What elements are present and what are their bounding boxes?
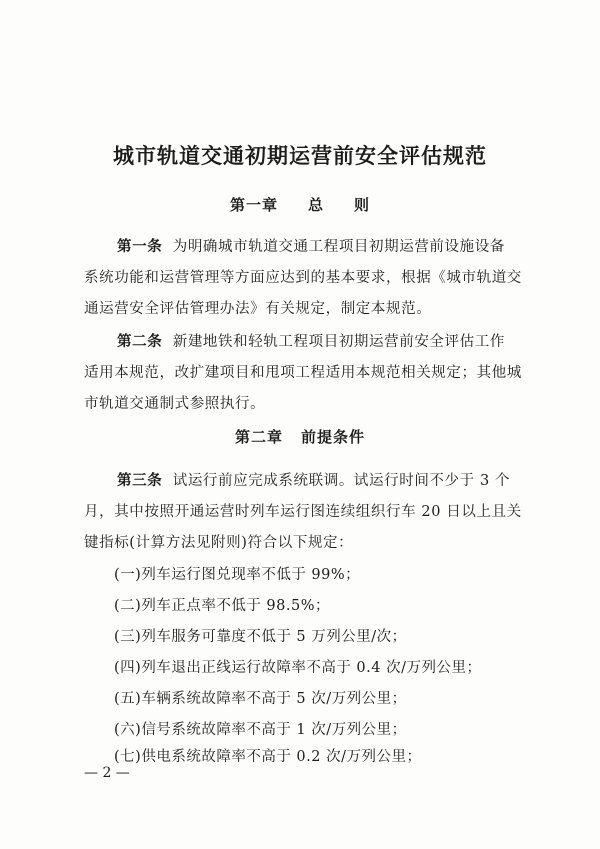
article-3-label: 第三条 bbox=[117, 472, 163, 489]
article-3-line-3: 键指标(计算方法见附则)符合以下规定： bbox=[84, 535, 354, 551]
article-3-item-2: (二)列车正点率不低于 98.5%； bbox=[114, 598, 330, 614]
article-3-item-4: (四)列车退出正线运行故障率不高于 0.4 次/万列公里； bbox=[114, 660, 482, 676]
article-3-line-2: 月，其中按照开通运营时列车运行图连续组织行车 20 日以上且关 bbox=[84, 504, 522, 520]
article-3-item-1: (一)列车运行图兑现率不低于 99%； bbox=[114, 567, 361, 583]
article-2-line-3: 市轨道交通制式参照执行。 bbox=[84, 396, 266, 412]
page-number: — 2 — bbox=[84, 765, 130, 781]
article-3-item-7: (七)供电系统故障率不高于 0.2 次/万列公里； bbox=[114, 749, 422, 765]
chapter-1-number: 第一章 bbox=[229, 196, 278, 214]
chapter-1-heading bbox=[0, 194, 600, 215]
article-1-text-1: 为明确城市轨道交通工程项目初期运营前设施设备 bbox=[172, 239, 505, 255]
article-3-item-3: (三)列车服务可靠度不低于 5 万列公里/次； bbox=[114, 629, 407, 645]
document-title: 城市轨道交通初期运营前安全评估规范 bbox=[113, 143, 487, 168]
chapter-1-title-a: 总 bbox=[307, 196, 324, 214]
article-3-item-6: (六)信号系统故障率不高于 1 次/万列公里； bbox=[114, 722, 407, 738]
article-2-line-2: 适用本规范，改扩建项目和甩项工程适用本规范相关规定；其他城 bbox=[84, 365, 522, 381]
article-2-label: 第二条 bbox=[117, 333, 163, 350]
article-3-line-1 bbox=[117, 469, 510, 490]
article-2-line-1 bbox=[117, 330, 505, 351]
chapter-2-title: 前提条件 bbox=[301, 428, 366, 446]
article-3-text-1: 试运行前应完成系统联调。试运行时间不少于 3 个 bbox=[172, 473, 511, 489]
chapter-2-heading bbox=[0, 426, 600, 447]
chapter-1-title-b: 则 bbox=[354, 196, 371, 214]
article-2-text-1: 新建地铁和轻轨工程项目初期运营前安全评估工作 bbox=[172, 334, 505, 350]
article-1-line-1 bbox=[117, 235, 505, 256]
article-1-label: 第一条 bbox=[117, 238, 163, 255]
article-1-line-2: 系统功能和运营管理等方面应达到的基本要求，根据《城市轨道交 bbox=[84, 270, 522, 286]
article-1-line-3: 通运营安全评估管理办法》有关规定，制定本规范。 bbox=[84, 301, 432, 317]
article-3-item-5: (五)车辆系统故障率不高于 5 次/万列公里； bbox=[114, 691, 407, 707]
chapter-2-number: 第二章 bbox=[234, 428, 283, 446]
